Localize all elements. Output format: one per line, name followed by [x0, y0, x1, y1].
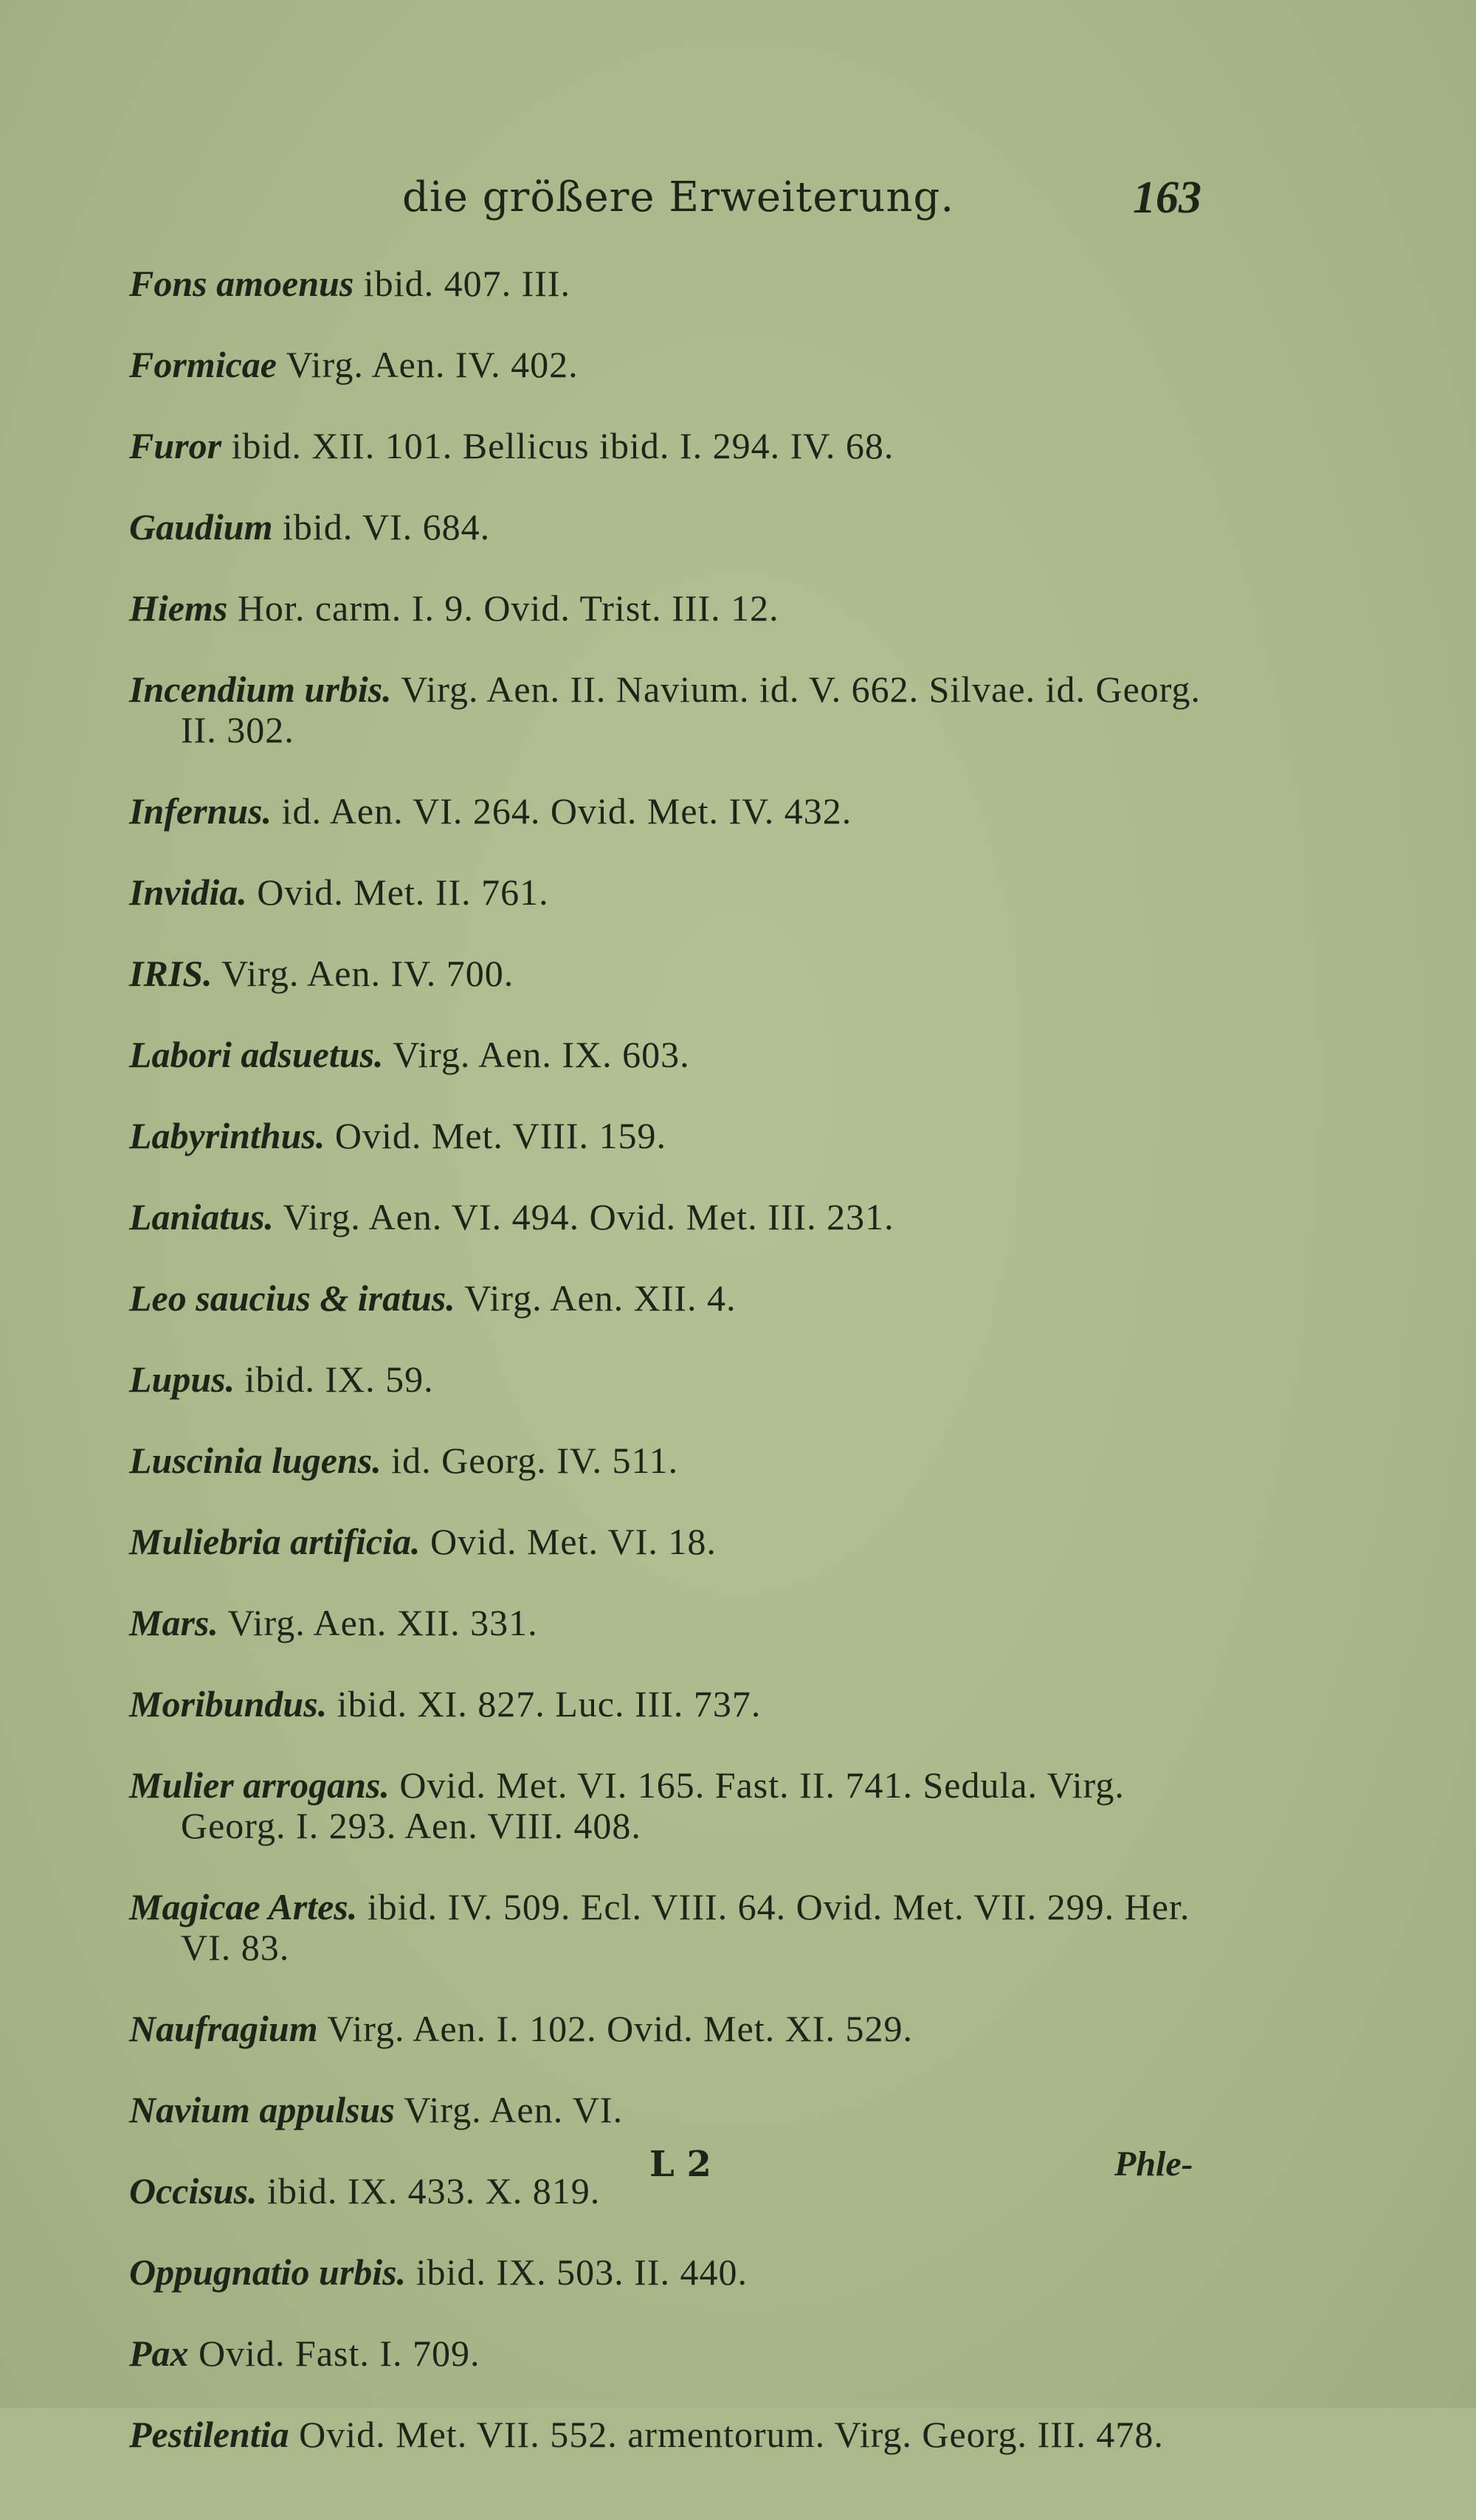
index-entry	[129, 491, 1236, 572]
entry-reference: Virg. Aen. II. Navium. id. V. 662. Silvae. id. Georg. II. 302.	[181, 669, 1201, 750]
entry-term: Infernus.	[129, 790, 272, 832]
entry-term: Pestilentia	[129, 2414, 289, 2455]
entry-reference: ibid. IX. 59.	[235, 1359, 434, 1400]
entry-reference: Virg. Aen. VI.	[394, 2089, 624, 2130]
entry-term: Labyrinthus.	[129, 1115, 325, 1156]
entry-term: IRIS.	[129, 953, 213, 994]
index-entry	[129, 328, 1236, 410]
entry-reference: Virg. Aen. I. 102. Ovid. Met. XI. 529.	[317, 2008, 913, 2049]
entry-term: Mulier arrogans.	[129, 1764, 390, 1806]
entry-reference: id. Georg. IV. 511.	[381, 1440, 679, 1481]
index-entry	[129, 1424, 1236, 1505]
entry-reference: Hor. carm. I. 9. Ovid. Trist. III. 12.	[227, 587, 779, 629]
index-entry	[129, 247, 1236, 328]
entry-term: Labori adsuetus.	[129, 1034, 384, 1075]
page-header	[0, 159, 1476, 240]
entry-term: Occisus.	[129, 2170, 258, 2212]
entry-reference: Virg. Aen. XII. 331.	[218, 1602, 538, 1643]
index-entry	[129, 1100, 1236, 1181]
index-entry	[129, 1992, 1236, 2074]
running-head: die größere Erweiterung.	[402, 173, 955, 221]
entry-term: Formicae	[129, 344, 277, 385]
entry-term: Hiems	[129, 587, 228, 629]
entry-reference: ibid. XI. 827. Luc. III. 737.	[327, 1683, 762, 1725]
index-entry	[129, 1668, 1236, 1749]
entry-reference: Virg. Aen. XII. 4.	[455, 1277, 737, 1319]
index-entry	[129, 1181, 1236, 1262]
entry-reference: id. Aen. VI. 264. Ovid. Met. IV. 432.	[272, 790, 852, 832]
entry-reference: Ovid. Met. VII. 552. armentorum. Virg. Georg. III. 478.	[289, 2414, 1164, 2455]
index-entry	[129, 410, 1236, 491]
entry-reference: ibid. 407. III.	[354, 263, 571, 304]
index-entry	[129, 1749, 1236, 1871]
entry-term: Luscinia lugens.	[129, 1440, 382, 1481]
page-footer	[0, 2144, 1476, 2203]
page-number: 163	[1133, 173, 1201, 223]
index-entry	[129, 1343, 1236, 1424]
entry-reference: Virg. Aen. VI. 494. Ovid. Met. III. 231.	[273, 1196, 894, 1237]
signature-mark: L 2	[649, 2144, 711, 2185]
entry-term: Navium appulsus	[129, 2089, 395, 2130]
index-entry	[129, 1262, 1236, 1343]
entry-term: Muliebria artificia.	[129, 1521, 421, 1562]
entry-term: Moribundus.	[129, 1683, 328, 1725]
index-entry	[129, 653, 1236, 775]
entry-term: Pax	[129, 2333, 189, 2374]
entry-reference: Virg. Aen. IV. 402.	[276, 344, 579, 385]
entry-reference: Ovid. Met. VI. 165. Fast. II. 741. Sedula. Virg. Georg. I. 293. Aen. VIII. 408.	[181, 1764, 1125, 1846]
entry-term: Incendium urbis.	[129, 669, 392, 710]
entry-reference: Ovid. Met. II. 761.	[246, 871, 549, 913]
index-entry	[129, 775, 1236, 856]
entry-reference: Ovid. Met. VI. 18.	[420, 1521, 717, 1562]
entry-term: Naufragium	[129, 2008, 318, 2049]
index-entry	[129, 856, 1236, 937]
entry-term: Mars.	[129, 1602, 218, 1643]
entry-reference: Ovid. Fast. I. 709.	[188, 2333, 480, 2374]
index-entry	[129, 2074, 1236, 2155]
index-entry	[129, 2317, 1236, 2398]
entry-term: Fons amoenus	[129, 263, 354, 304]
index-entry	[129, 1505, 1236, 1587]
entry-term: Laniatus.	[129, 1196, 274, 1237]
entry-term: Gaudium	[129, 506, 273, 548]
index-entry	[129, 1018, 1236, 1100]
entry-term: Oppugnatio urbis.	[129, 2251, 407, 2293]
index-entry	[129, 572, 1236, 653]
entry-reference: ibid. VI. 684.	[272, 506, 491, 548]
entry-reference: Ovid. Met. VIII. 159.	[325, 1115, 667, 1156]
index-entry	[129, 1871, 1236, 1992]
index-entry	[129, 2398, 1236, 2520]
entry-reference: ibid. XII. 101. Bellicus ibid. I. 294. IV. 68.	[221, 425, 894, 466]
entry-term: Magicae Artes.	[129, 1886, 358, 1927]
index-entry	[129, 2236, 1236, 2317]
catchword: Phle-	[1114, 2144, 1193, 2184]
entry-reference: Virg. Aen. IV. 700.	[212, 953, 514, 994]
entry-term: Furor	[129, 425, 222, 466]
entry-term: Leo saucius & iratus.	[129, 1277, 455, 1319]
entry-reference: ibid. IX. 433. X. 819.	[257, 2170, 601, 2212]
entry-term: Invidia.	[129, 871, 247, 913]
entry-reference: ibid. IV. 509. Ecl. VIII. 64. Ovid. Met. VII. 299. Her. VI. 83.	[181, 1886, 1190, 1968]
entry-reference: Virg. Aen. IX. 603.	[383, 1034, 690, 1075]
entry-term: Lupus.	[129, 1359, 235, 1400]
index-entry	[129, 1587, 1236, 1668]
entry-reference: ibid. IX. 503. II. 440.	[406, 2251, 748, 2293]
index-entry	[129, 937, 1236, 1018]
